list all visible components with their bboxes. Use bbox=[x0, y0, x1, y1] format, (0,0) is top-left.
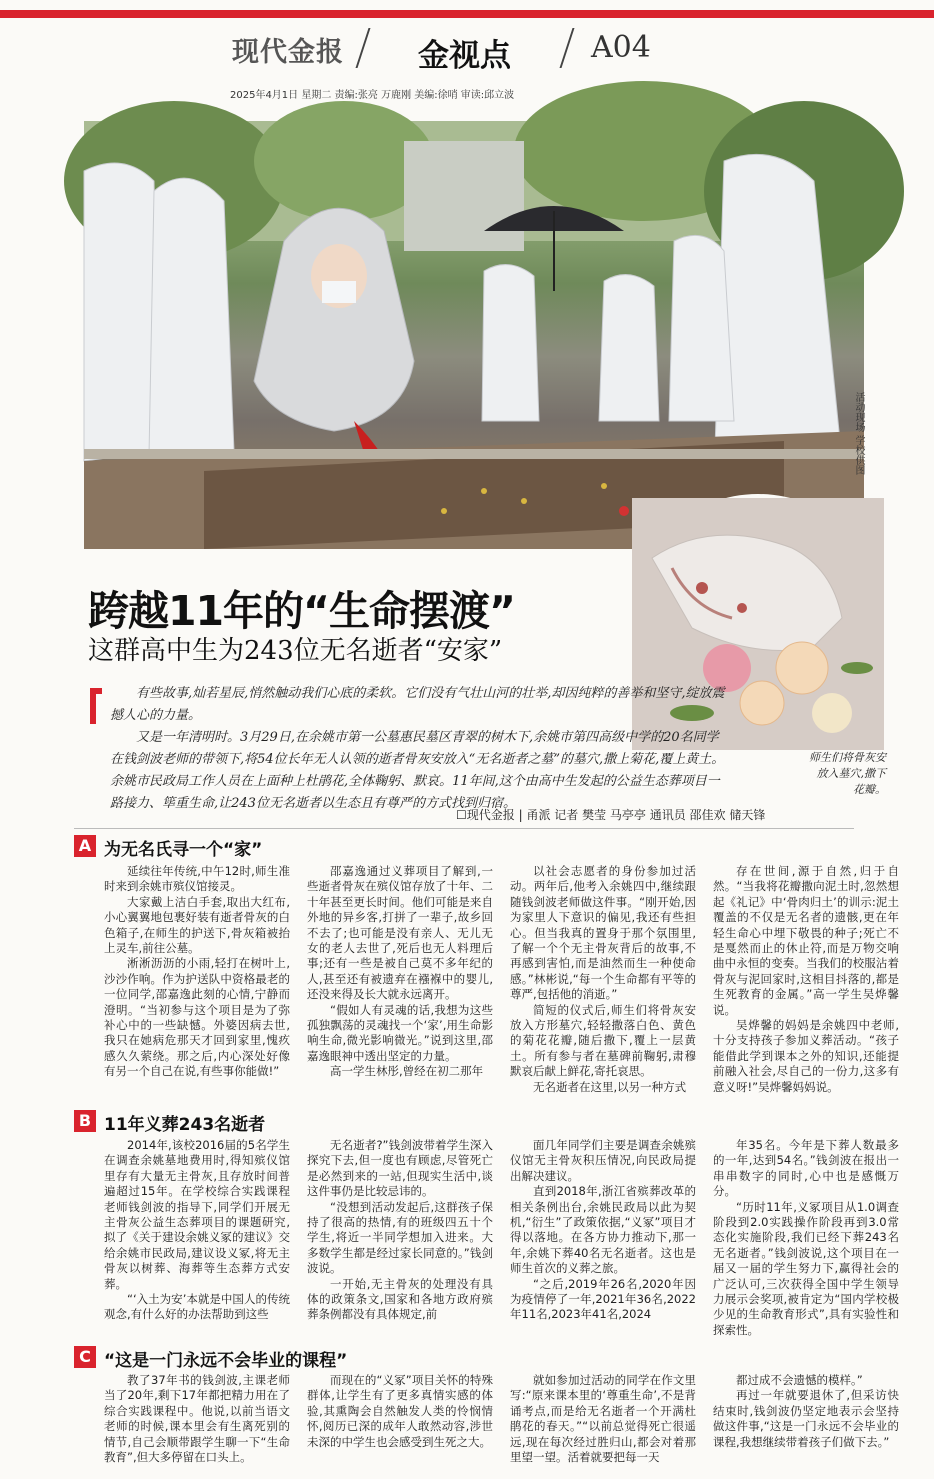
paragraph: 面几年同学们主要是调查余姚殡仪馆无主骨灰积压情况,向民政局提出解决建议。 bbox=[510, 1138, 696, 1183]
section-a-column-2 bbox=[307, 864, 493, 1096]
section-c-column-3 bbox=[510, 1373, 696, 1473]
paragraph: 而现在的“义冢”项目关怀的特殊群体,让学生有了更多真情实感的体验,其熏陶会自然触发人类的怜悯情怀,阅历已深的成年人敢然动容,涉世未深的中学生也会感受到生死之大。 bbox=[307, 1373, 493, 1449]
section-b-column-3 bbox=[510, 1138, 696, 1328]
subheadline: 这群高中生为243位无名逝者“安家” bbox=[88, 636, 503, 666]
paragraph: 直到2018年,浙江省殡葬改革的相关条例出台,余姚民政局以此为契机,“衍生”了政策依据,“义冢”项目才得以落地。在各方协力推动下,那一年,余姚下葬40名无名逝者。这也是师生首次的义葬之旅。 bbox=[510, 1184, 696, 1276]
section-b-column-4 bbox=[713, 1138, 899, 1337]
dateline: 2025年4月1日 星期二 责编:张亮 万鹿刚 美编:徐哨 审读:邱立波 bbox=[230, 90, 515, 101]
paragraph: “历时11年,义冢项目从1.0调查阶段到2.0实践操作阶段再到3.0常态化实施阶段,我们已经下葬243名无名逝者。”钱剑波说,这个项目在一届又一届的学生努力下,赢得社会的广泛认可,三次获得全国中学生领导力展示会奖项,被肯定为“国内学校极少见的生命教育形式”,具有实验性和探索性。 bbox=[713, 1199, 899, 1337]
paragraph: 无名逝者?”钱剑波带着学生深入探究下去,但一度也有顾虑,尽管死亡是必然到来的一站,但现实生活中,谈这件事仍是比较忌讳的。 bbox=[307, 1138, 493, 1199]
paragraph: 一开始,无主骨灰的处理没有具体的政策条文,国家和各地方政府殡葬条例都没有具体规定,前 bbox=[307, 1276, 493, 1322]
photo-credit: 活动现场 学校供图 bbox=[853, 392, 864, 476]
paragraph: 就如参加过活动的同学在作文里写:“原来课本里的‘尊重生命’,不是背诵考点,而是给无名逝者一个开满杜鹃花的春天。”“以前总觉得死亡很遥远,现在每次经过胜归山,都会对着那里望一望。活着就要把每一天 bbox=[510, 1373, 696, 1465]
paragraph: 以社会志愿者的身份参加过活动。两年后,他考入余姚四中,继续跟随钱剑波老师做这件事。“刚开始,因为家里人下意识的偏见,我还有些担心。但当我真的置身于那个氛围里,了解一个个无主骨灰背后的故事,不再感到害怕,而是油然而生一种使命感。”林彬说,“每一个生命都有平等的尊严,包括他的消逝。” bbox=[510, 864, 696, 1002]
paragraph: 都过成不会遗憾的模样。” bbox=[736, 1373, 863, 1387]
section-a-column-3 bbox=[510, 864, 696, 1096]
section-c-column-4 bbox=[713, 1373, 899, 1473]
section-a-column-4 bbox=[713, 864, 899, 1096]
section-c-column-2 bbox=[307, 1373, 493, 1473]
masthead-section-name: 金视点 bbox=[418, 38, 511, 74]
headline: 跨越11年的“生命摆渡” bbox=[88, 587, 515, 635]
intro-bracket-mark bbox=[90, 688, 102, 724]
section-c-column-1 bbox=[104, 1373, 290, 1473]
paragraph: 大家戴上洁白手套,取出大红布,小心翼翼地包裹好装有逝者骨灰的白色箱子,在师生的护送下,骨灰箱被抬上灵车,前往公墓。 bbox=[104, 894, 290, 956]
section-b-title: 11年义葬243名逝者 bbox=[104, 1115, 266, 1135]
section-b-column-1 bbox=[104, 1138, 290, 1328]
paragraph: 2014年,该校2016届的5名学生在调查余姚墓地费用时,得知殡仪馆里存有大量无主骨灰,且存放时间普遍超过15年。在学校综合实践课程老师钱剑波的指导下,同学们开展无主骨灰公益生态葬项目的课题研究,拟了《关于建设余姚义冢的建议》交给余姚市民政局,建议设义冢,将无主骨灰以树葬、海葬等生态葬方式安葬。 bbox=[104, 1138, 290, 1291]
section-c-marker: C bbox=[74, 1346, 96, 1368]
section-b-column-2 bbox=[307, 1138, 493, 1328]
masthead-paper-name: 现代金报 bbox=[232, 37, 344, 68]
paragraph: “‘入土为安’本就是中国人的传统观念,有什么好的办法帮助到这些 bbox=[104, 1292, 290, 1322]
paragraph: 存在世间,源于自然,归于自然。“当我将花瓣撒向泥土时,忽然想起《礼记》中‘骨肉归土’的训示:泥土覆盖的不仅是无名者的遗骸,更在年轻生命心中埋下敬畏的种子;死亡不是戛然而止的休止符,而是万物交响曲中永恒的变奏。当我们的校服沾着骨灰与泥回家时,这相目抖落的,都是生死教育的金属。”高一学生吴烨馨说。 bbox=[713, 864, 899, 1017]
intro-paragraph: 有些故事,灿若星辰,悄然触动我们心底的柔软。它们没有气壮山河的壮举,却因纯粹的善举和坚守,绽放震撼人心的力量。 bbox=[110, 686, 725, 723]
section-b-marker: B bbox=[74, 1110, 96, 1132]
paragraph: 简短的仪式后,师生们将骨灰安放入方形墓穴,轻轻撒落白色、黄色的菊花花瓣,随后撒下,覆上一层黄土。所有参与者在墓碑前鞠躬,肃穆默哀后献上鲜花,寄托哀思。 bbox=[510, 1002, 696, 1079]
section-a-column-1 bbox=[104, 864, 290, 1096]
paragraph: 无名逝者在这里,以另一种方式 bbox=[533, 1079, 687, 1094]
section-c-title: “这是一门永远不会毕业的课程” bbox=[104, 1351, 348, 1371]
masthead-divider bbox=[356, 28, 371, 68]
byline-box-icon: ☐ bbox=[456, 808, 467, 822]
paragraph: 淅淅沥沥的小雨,轻打在树叶上,沙沙作响。作为护送队中资格最老的一位同学,邵嘉逸此刻的心情,宁静而澄明。“当初参与这个项目是为了弥补心中的一些缺憾。外婆因病去世,我只在她病危那天才回到家里,愧疚感久久萦绕。那之后,内心深处好像有另一个自己在说,有些事你能做!” bbox=[104, 956, 290, 1079]
section-a-marker: A bbox=[74, 835, 96, 857]
paragraph: “没想到活动发起后,这群孩子保持了很高的热情,有的班级四五十个学生,将近一半同学想加入进来。大多数学生都是经过家长同意的。”钱剑波说。 bbox=[307, 1199, 493, 1276]
paragraph: 延续往年传统,中午12时,师生准时来到余姚市殡仪馆接灵。 bbox=[104, 864, 290, 894]
masthead-page-number: A04 bbox=[591, 30, 651, 65]
inset-photo-caption: 师生们将骨灰安放入墓穴,撒下花瓣。 bbox=[809, 751, 886, 796]
paragraph: 邵嘉逸通过义葬项目了解到,一些逝者骨灰在殡仪馆存放了十年、二十年甚至更长时间。他们可能是来自外地的异乡客,打拼了一辈子,故乡回不去了;也可能是没有亲人、无儿无女的老人去世了,死后也无人料理后事;还有一些是被自己莫不多年纪的人,甚至还有被遗弃在襁褓中的婴儿,还没来得及长大就永远离开。 bbox=[307, 864, 493, 1002]
byline-text: 现代金报 | 甬派 记者 樊莹 马亭亭 通讯员 邵佳欢 储天锋 bbox=[466, 808, 766, 822]
paragraph: 再过一年就要退休了,但采访快结束时,钱剑波仍坚定地表示会坚持做这件事,“这是一门永远不会毕业的课程,我想继续带着孩子们做下去。” bbox=[713, 1388, 899, 1449]
paragraph: 高一学生林彤,曾经在初二那年 bbox=[330, 1064, 484, 1079]
main-photo-illustration bbox=[84, 121, 864, 549]
paragraph: “之后,2019年26名,2020年因为疫情停了一年,2021年36名,2022年11名,2023年41名,2024 bbox=[510, 1276, 696, 1322]
masthead-divider bbox=[560, 28, 575, 68]
intro-paragraphs bbox=[110, 683, 725, 815]
paragraph: “假如人有灵魂的话,我想为这些孤独飘荡的灵魂找一个‘家’,用生命影响生命,微光影响微光。”说到这里,邵嘉逸眼神中透出坚定的力量。 bbox=[307, 1002, 493, 1063]
section-a-title: 为无名氏寻一个“家” bbox=[104, 840, 263, 860]
main-photo bbox=[84, 121, 864, 549]
byline bbox=[456, 806, 765, 823]
paragraph: 吴烨馨的妈妈是余姚四中老师,十分支持孩子参加义葬活动。“孩子能借此学到课本之外的知识,还能提前融入社会,尽自己的一份力,这多有意义呀!”吴烨馨妈妈说。 bbox=[713, 1018, 899, 1094]
top-red-rule bbox=[0, 10, 934, 18]
section-divider bbox=[74, 828, 854, 829]
paragraph: 年35名。今年是下葬人数最多的一年,达到54名。”钱剑波在报出一串串数字的同时,心中也是感慨万分。 bbox=[713, 1138, 899, 1199]
paragraph: 教了37年书的钱剑波,主课老师当了20年,剩下17年都把精力用在了综合实践课程中。他说,以前当语文老师的时候,课本里会有生离死别的情节,自己会顺带跟学生聊一下“生命教育”,但大多停留在口头上。 bbox=[104, 1373, 290, 1465]
intro-paragraph: 又是一年清明时。3月29日,在余姚市第一公墓惠民墓区青翠的树木下,余姚市第四高级中学的20名同学在钱剑波老师的带领下,将54位长年无人认领的逝者骨灰安放入“无名逝者之墓”的墓穴,撒上菊花,覆上黄土。余姚市民政局工作人员在上面种上杜鹃花,全体鞠躬、默哀。11年间,这个由高中生发起的公益生态葬项目一路接力、筚重生命,让243位无名逝者以生态且有尊严的方式找到归宿。 bbox=[110, 730, 725, 811]
